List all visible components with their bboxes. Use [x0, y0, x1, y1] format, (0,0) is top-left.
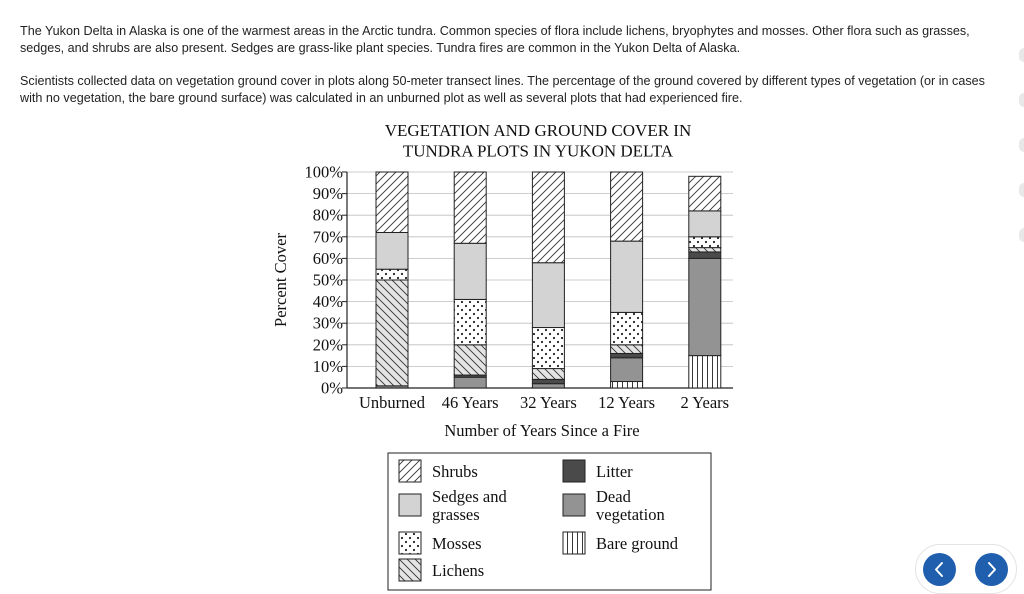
bar-segment — [689, 356, 721, 388]
passage-paragraph-1: The Yukon Delta in Alaska is one of the warmest areas in the Arctic tundra. Common species of flora include lichens, bryophytes and mosses. Other flora such as grasses, sedges, and shrubs are also present. Sedges are grass-like plant species. Tundra fires are common in the Yukon Delta of Alaska. — [20, 24, 970, 55]
y-tick-label: 0% — [321, 378, 343, 398]
y-tick-label: 50% — [312, 270, 343, 290]
legend-label: Bare ground — [596, 534, 679, 553]
bar-segment — [376, 280, 408, 386]
bar-segment — [454, 299, 486, 344]
legend-label: Mosses — [432, 534, 482, 553]
bar-segment — [611, 353, 643, 357]
edge-indicator — [1019, 138, 1024, 152]
passage-paragraph-2: Scientists collected data on vegetation ground cover in plots along 50-meter transect lines. The percentage of the ground covered by different types of vegetation (or in cases with no vegetation, the bare ground surface) was calculated in an unburned plot as well as several plots that had experienced fire. — [20, 74, 985, 105]
chevron-right-icon — [975, 553, 1008, 586]
bar-segment — [689, 237, 721, 248]
bar-segment — [689, 258, 721, 355]
y-tick-label: 30% — [312, 313, 343, 333]
bar-segment — [376, 269, 408, 280]
legend-swatch — [563, 532, 585, 554]
chart-title-line: TUNDRA PLOTS IN YUKON DELTA — [402, 141, 674, 161]
bar-segment — [532, 263, 564, 328]
x-tick-label: 12 Years — [598, 393, 656, 412]
question-navigation — [915, 544, 1017, 594]
legend-label: Lichens — [432, 561, 485, 580]
bar-segment — [532, 369, 564, 380]
edge-indicator — [1019, 48, 1024, 62]
legend-swatch — [563, 460, 585, 482]
legend-swatch — [399, 460, 421, 482]
legend-label: vegetation — [596, 505, 665, 524]
bar-segment — [376, 172, 408, 232]
edge-indicator — [1019, 93, 1024, 107]
chevron-left-icon — [923, 553, 956, 586]
bar-segment — [689, 211, 721, 237]
edge-indicator — [1019, 228, 1024, 242]
next-button[interactable] — [975, 553, 1008, 586]
legend-swatch — [563, 494, 585, 516]
bar-segment — [611, 312, 643, 344]
bar-segment — [689, 176, 721, 211]
legend-label: Shrubs — [432, 462, 478, 481]
bar-segment — [454, 345, 486, 375]
bar-segment — [454, 377, 486, 388]
chart-title-line: VEGETATION AND GROUND COVER IN — [384, 121, 692, 140]
bar-segment — [532, 328, 564, 369]
x-tick-label: 46 Years — [441, 393, 499, 412]
x-tick-label: Unburned — [359, 393, 425, 412]
y-tick-label: 20% — [312, 335, 343, 355]
legend-label: Dead — [596, 487, 631, 506]
bar-segment — [611, 172, 643, 241]
bar-segment — [611, 358, 643, 382]
edge-indicator — [1019, 183, 1024, 197]
y-tick-label: 10% — [312, 356, 343, 376]
legend-swatch — [399, 532, 421, 554]
bar-segment — [376, 232, 408, 269]
legend-label: grasses — [432, 505, 480, 524]
legend-swatch — [399, 494, 421, 516]
bar-segment — [532, 384, 564, 388]
x-tick-label: 2 Years — [680, 393, 730, 412]
x-tick-label: 32 Years — [519, 393, 577, 412]
bar-segment — [689, 252, 721, 258]
bar-segment — [611, 241, 643, 312]
y-tick-label: 70% — [312, 227, 343, 247]
y-tick-label: 90% — [312, 184, 343, 204]
bar-segment — [689, 248, 721, 252]
bar-segment — [454, 243, 486, 299]
legend-label: Sedges and — [432, 487, 507, 506]
bar-segment — [611, 345, 643, 354]
legend-label: Litter — [596, 462, 633, 481]
bar-segment — [532, 379, 564, 383]
bar-segment — [454, 172, 486, 243]
x-axis-label: Number of Years Since a Fire — [444, 421, 640, 440]
y-axis-label: Percent Cover — [271, 233, 290, 327]
y-tick-label: 100% — [304, 162, 343, 182]
previous-button[interactable] — [923, 553, 956, 586]
bar-segment — [611, 382, 643, 388]
y-tick-label: 40% — [312, 292, 343, 312]
bar-segment — [532, 172, 564, 263]
y-tick-label: 80% — [312, 205, 343, 225]
y-tick-label: 60% — [312, 248, 343, 268]
legend-swatch — [399, 559, 421, 581]
